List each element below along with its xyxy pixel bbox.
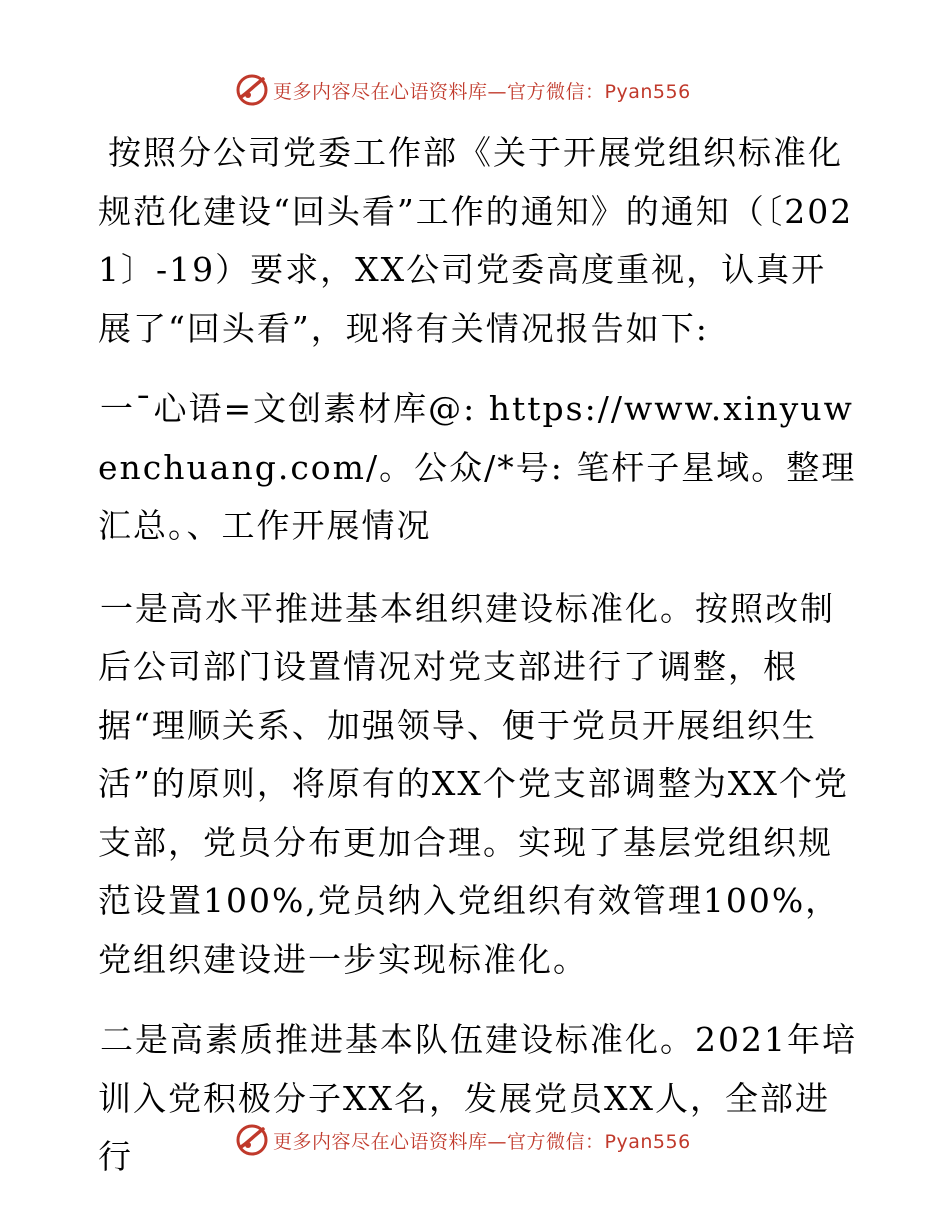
- watermark-text: 更多内容尽在心语资料库—官方微信：Pyan556: [273, 1130, 691, 1153]
- intro-paragraph: 按照分公司党委工作部《关于开展党组织标准化规范化建设“回头看”工作的通知》的通知（〔2021〕-19）要求，XX公司党委高度重视，认真开展了“回头看”，现将有关情况报告如下:: [98, 133, 854, 348]
- footer-watermark: [235, 1122, 691, 1158]
- header-watermark: [235, 72, 691, 108]
- section-heading-paragraph: 一¯心语=文创素材库@: https://www.xinyuwenchuang.com/。公众/*号: 笔杆子星域。整理汇总。、工作开展情况: [98, 389, 857, 545]
- pen-seal-logo-icon: [235, 73, 269, 107]
- document-body: [98, 124, 858, 1187]
- watermark-text: 更多内容尽在心语资料库—官方微信：Pyan556: [273, 80, 691, 103]
- pen-seal-logo-icon: [235, 1123, 269, 1157]
- organization-standardization-paragraph: 一是高水平推进基本组织建设标准化。按照改制后公司部门设置情况对党支部进行了调整，根据“理顺关系、加强领导、便于党员开展组织生活”的原则，将原有的XX个党支部调整为XX个党支部，党员分布更加合理。实现了基层党组织规范设置100%,党员纳入党组织有效管理100%，党组织建设进一步实现标准化。: [98, 588, 849, 979]
- team-standardization-paragraph: 二是高素质推进基本队伍建设标准化。2021年培训入党积极分子XX名，发展党员XX人，全部进行: [98, 1020, 857, 1176]
